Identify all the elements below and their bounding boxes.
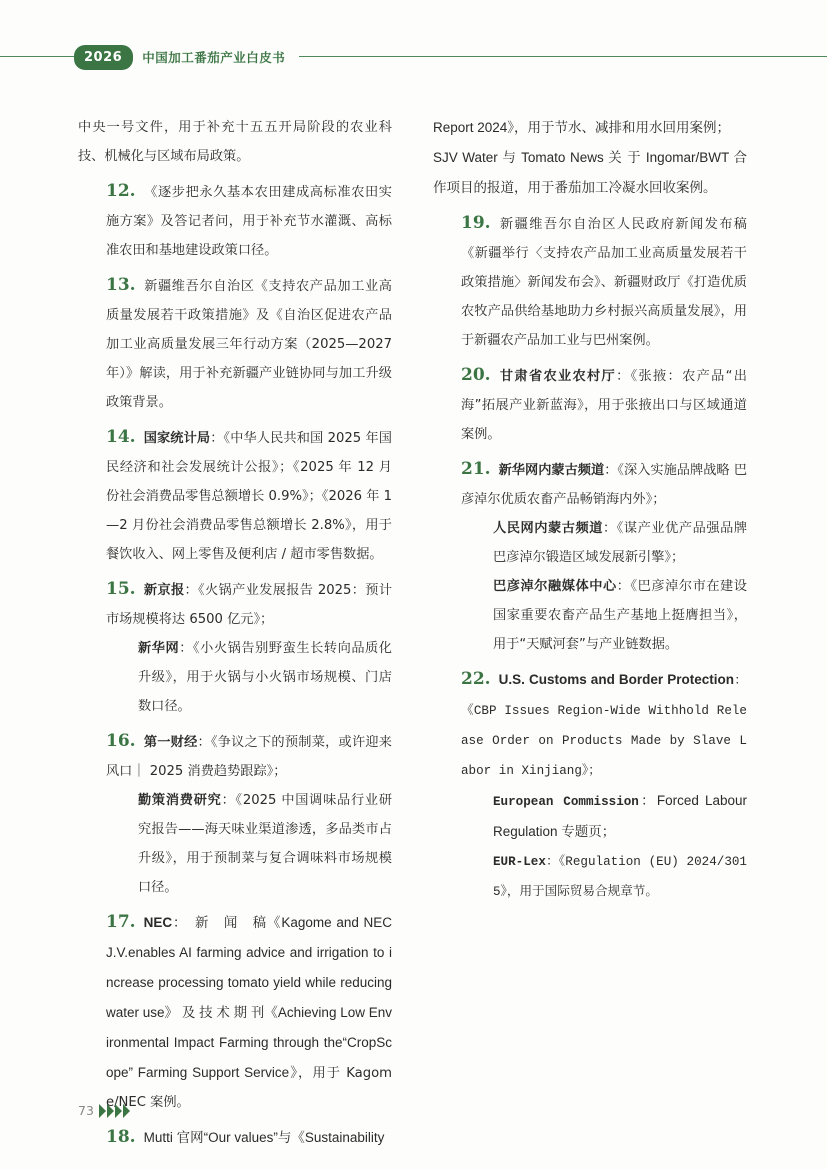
source-name: 勤策消费研究 (138, 793, 222, 808)
reference-13: 13. 新疆维吾尔自治区《支持农产品加工业高质量发展若干政策措施》及《自治区促进农产品加工业高质量发展三年行动方案（2025—2027 年）》解读，用于补充新疆产业链协同与加工升级政策背景。 (106, 275, 392, 410)
reference-15-sub: 新华网：《小火锅告别野蛮生长转向品质化升级》，用于火锅与小火锅市场规模、门店数口径。 (138, 641, 392, 714)
source-name: NEC (143, 915, 173, 930)
header-tab (74, 40, 299, 74)
reference-12: 12. 《逐步把永久基本农田建成高标准农田实施方案》及答记者问，用于补充节水灌溉、高标准农田和基地建设政策口径。 (106, 181, 392, 258)
reference-19: 19. 新疆维吾尔自治区人民政府新闻发布稿《新疆举行〈支持农产品加工业高质量发展若干政策措施〉新闻发布会》、新疆财政厅《打造优质农牧产品供给基地助力乡村振兴高质量发展》，用于新疆农产品加工业与巴州案例。 (461, 213, 747, 348)
left-column (78, 113, 392, 1153)
reference-18-continuation: Report 2024》，用于节水、减排和用水回用案例； (433, 120, 731, 135)
reference-number: 14. (106, 427, 136, 447)
reference-continuation: 中央一号文件，用于补充十五五开局阶段的农业科技、机械化与区域布局政策。 (78, 120, 392, 164)
source-name: 第一财经 (143, 735, 198, 750)
reference-21-sub-2: 巴彦淖尔融媒体中心：《巴彦淖尔市在建设国家重要农畜产品生产基地上挺膺担当》，用于“天赋河套”与产业链数据。 (493, 579, 747, 652)
reference-20: 20. 甘肃省农业农村厅：《张掖：农产品“出海”拓展产业新蓝海》，用于张掖出口与区域通道案例。 (461, 365, 747, 442)
reference-number: 13. (106, 275, 136, 295)
reference-number: 17. (106, 912, 136, 932)
reference-21-sub: 人民网内蒙古频道：《谋产业优产品强品牌 巴彦淖尔锻造区域发展新引擎》； (493, 521, 748, 565)
chevron-right-icon (99, 1104, 106, 1118)
reference-number: 22. (461, 669, 491, 689)
source-name: 新京报 (143, 583, 185, 598)
reference-number: 16. (106, 731, 136, 751)
header-title: 中国加工番茄产业白皮书 (142, 50, 286, 65)
reference-number: 12. (106, 181, 136, 201)
reference-18: 18. Mutti 官网“Our values”与《Sustainability (106, 1127, 385, 1147)
source-name: EUR-Lex (493, 855, 546, 869)
reference-22-sub: European Commission：Forced Labour Regulation 专题页； (493, 793, 747, 839)
page-number: 73 (78, 1103, 94, 1118)
reference-number: 18. (106, 1127, 136, 1147)
chevron-right-icon (115, 1104, 122, 1118)
source-name: 国家统计局 (143, 431, 211, 446)
reference-18-continuation-2: SJV Water 与 Tomato News 关 于 Ingomar/BWT 合作项目的报道，用于番茄加工冷凝水回收案例。 (433, 150, 747, 195)
reference-15: 15. 新京报：《火锅产业发展报告 2025：预计市场规模将达 6500 亿元》； (106, 579, 393, 627)
chevron-right-icon (99, 1104, 131, 1118)
reference-number: 20. (461, 365, 491, 385)
source-name: 新华网 (138, 641, 180, 656)
source-name: 巴彦淖尔融媒体中心 (493, 579, 617, 594)
reference-16-sub: 勤策消费研究：《2025 中国调味品行业研究报告——海天味业渠道渗透，多品类市占升级》，用于预制菜与复合调味料市场规模口径。 (138, 793, 393, 895)
right-column (433, 113, 747, 907)
source-name: 人民网内蒙古频道 (493, 521, 603, 536)
reference-17: 17. NEC： 新 闻 稿《Kagome and NEC J.V.enables AI farming advice and irrigation to increase processing tomato yield while reducing water use》 及 技 术 期 刊《Achieving Low Environmental Impact Farming through the“CropScope” Farming Support Service》，用于 Kagome/NEC 案例。 (106, 912, 392, 1110)
reference-number: 19. (461, 213, 491, 233)
source-name: European Commission (493, 795, 639, 809)
reference-16: 16. 第一财经：《争议之下的预制菜，或许迎来风口｜ 2025 消费趋势跟踪》； (106, 731, 392, 779)
reference-22: 22. U.S. Customs and Border Protection：《CBP Issues Region-Wide Withhold Release Order on Products Made by Slave Labor in Xinjiang》； (461, 669, 747, 778)
reference-number: 21. (461, 459, 491, 479)
chevron-right-icon (107, 1104, 114, 1118)
source-name: 新华网内蒙古频道 (498, 463, 605, 478)
source-name: U.S. Customs and Border Protection (498, 672, 735, 687)
page-footer (78, 1103, 131, 1118)
reference-number: 15. (106, 579, 136, 599)
reference-14: 14. 国家统计局：《中华人民共和国 2025 年国民经济和社会发展统计公报》；《2025 年 12 月份社会消费品零售总额增长 0.9%》；《2026 年 1—2 月份社会消费品零售总额增长 2.8%》，用于餐饮收入、网上零售及便利店 / 超市零售数据。 (106, 427, 392, 562)
chevron-right-icon (123, 1104, 130, 1118)
reference-21: 21. 新华网内蒙古频道：《深入实施品牌战略 巴彦淖尔优质农畜产品畅销海内外》； (461, 459, 748, 507)
reference-22-sub-2: EUR-Lex：《Regulation (EU) 2024/3015》，用于国际贸易合规章节。 (493, 855, 747, 899)
page-header (0, 40, 827, 74)
source-name: 甘肃省农业农村厅 (498, 369, 617, 384)
year-badge: 2026 (74, 45, 133, 70)
